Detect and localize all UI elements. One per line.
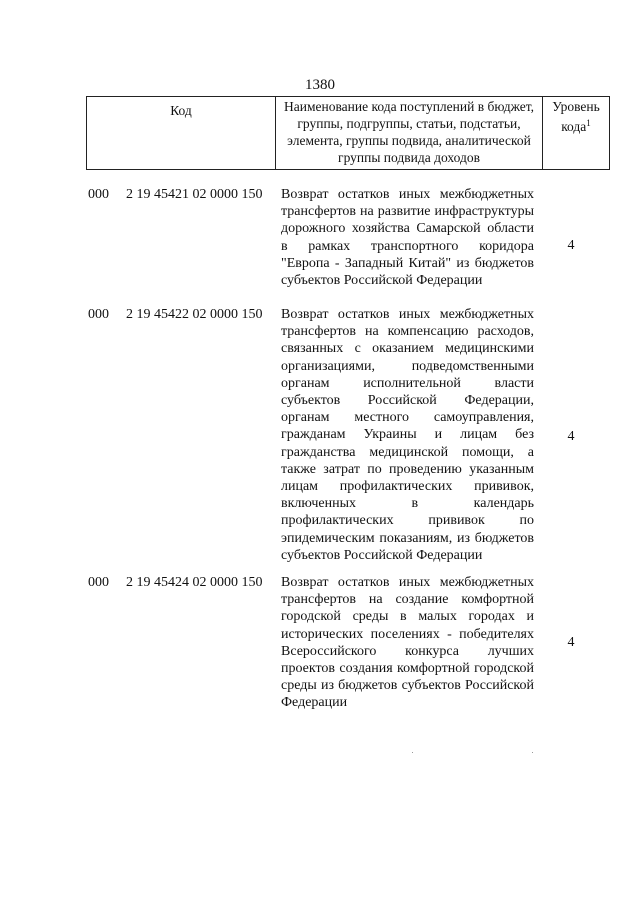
scan-speck (532, 752, 533, 753)
page-number: 1380 (305, 77, 335, 93)
row-revenue-code: 2 19 45422 02 0000 150 (126, 307, 263, 322)
header-table (86, 96, 610, 170)
row-level: 4 (567, 635, 575, 650)
row-description: Возврат остатков иных межбюджетных трансфертов на компенсацию расходов, связанных с оказанием медицинскими организациями, подведомственными органам исполнительной власти субъектов Российской Федерации, органам местного самоуправления, гражданам Украины и лицам без гражданства медицинской помощи, а также затрат по проведению указанным лицам профилактических прививок, включенных в календарь профилактических прививок по эпидемическим показаниям, из бюджетов субъектов Российской Федерации (281, 307, 534, 563)
row-level: 4 (567, 238, 575, 253)
header-name: Наименование кода поступлений в бюджет, группы, подгруппы, статьи, подстатьи, элемента, группы подвида, аналитической группы подвида доходов (276, 97, 543, 170)
row-admin-code: 000 (88, 187, 109, 202)
header-level-footnote: 1 (586, 118, 591, 128)
header-level-cell (543, 97, 610, 170)
row-revenue-code: 2 19 45421 02 0000 150 (126, 187, 263, 202)
row-description: Возврат остатков иных межбюджетных трансфертов на создание комфортной городской среды в малых городах и исторических поселениях - победителях Всероссийского конкурса лучших проектов создания комфортной городской среды из бюджетов субъектов Российской Федерации (281, 575, 534, 711)
row-level: 4 (567, 429, 575, 444)
row-description: Возврат остатков иных межбюджетных трансфертов на развитие инфраструктуры дорожного хозяйства Самарской области в рамках транспортного коридора "Европа - Западный Китай" из бюджетов субъектов Российской Федерации (281, 187, 534, 289)
scan-speck (412, 752, 413, 753)
row-revenue-code: 2 19 45424 02 0000 150 (126, 575, 263, 590)
header-level: Уровень кода (552, 99, 600, 134)
row-admin-code: 000 (88, 307, 109, 322)
header-row (87, 97, 610, 170)
row-admin-code: 000 (88, 575, 109, 590)
header-code: Код (87, 97, 276, 170)
